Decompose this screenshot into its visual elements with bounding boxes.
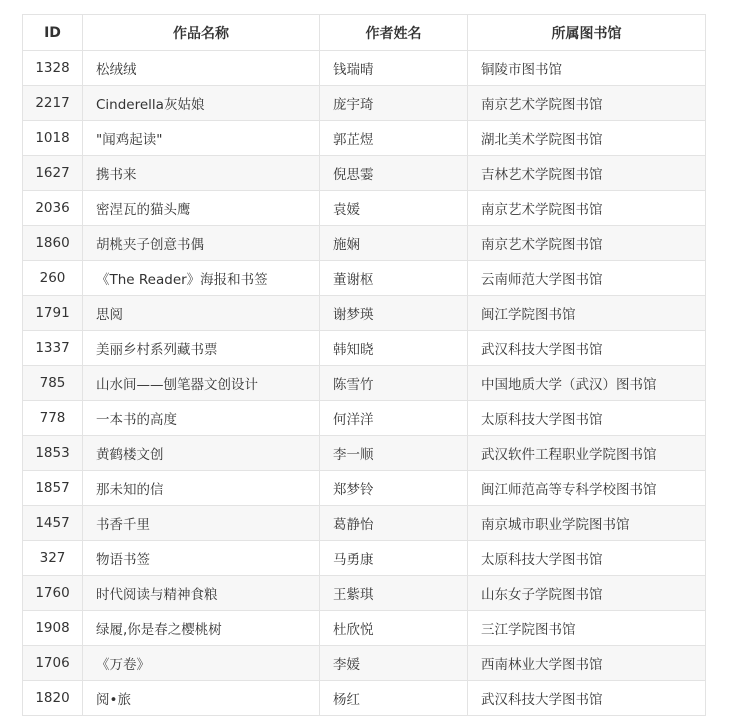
table-row <box>23 401 706 436</box>
table-row <box>23 51 706 86</box>
table-row <box>23 436 706 471</box>
cell-work-name: 携书来 <box>83 156 320 191</box>
table-row <box>23 156 706 191</box>
cell-library: 南京艺术学院图书馆 <box>468 86 706 121</box>
cell-work-name: 一本书的高度 <box>83 401 320 436</box>
cell-id: 1328 <box>23 51 83 86</box>
cell-author-name: 施娴 <box>320 226 468 261</box>
cell-work-name: 松绒绒 <box>83 51 320 86</box>
table-row <box>23 296 706 331</box>
header-author-name: 作者姓名 <box>320 15 468 51</box>
cell-author-name: 马勇康 <box>320 541 468 576</box>
table-row <box>23 366 706 401</box>
cell-library: 武汉软件工程职业学院图书馆 <box>468 436 706 471</box>
cell-author-name: 王紫琪 <box>320 576 468 611</box>
cell-work-name: 胡桃夹子创意书偶 <box>83 226 320 261</box>
header-row <box>23 15 706 51</box>
cell-library: 湖北美术学院图书馆 <box>468 121 706 156</box>
cell-work-name: "闻鸡起读" <box>83 121 320 156</box>
cell-work-name: 密涅瓦的猫头鹰 <box>83 191 320 226</box>
cell-id: 260 <box>23 261 83 296</box>
cell-author-name: 谢梦瑛 <box>320 296 468 331</box>
cell-id: 778 <box>23 401 83 436</box>
cell-library: 西南林业大学图书馆 <box>468 646 706 681</box>
table-row <box>23 191 706 226</box>
cell-work-name: 黄鹤楼文创 <box>83 436 320 471</box>
table-row <box>23 86 706 121</box>
cell-id: 1908 <box>23 611 83 646</box>
table-row <box>23 506 706 541</box>
cell-library: 南京艺术学院图书馆 <box>468 226 706 261</box>
cell-author-name: 倪思霎 <box>320 156 468 191</box>
cell-id: 1627 <box>23 156 83 191</box>
cell-work-name: 时代阅读与精神食粮 <box>83 576 320 611</box>
cell-library: 吉林艺术学院图书馆 <box>468 156 706 191</box>
works-table-container <box>22 14 705 716</box>
cell-id: 2036 <box>23 191 83 226</box>
cell-author-name: 李一顺 <box>320 436 468 471</box>
cell-id: 1853 <box>23 436 83 471</box>
table-row <box>23 261 706 296</box>
header-library: 所属图书馆 <box>468 15 706 51</box>
table-row <box>23 541 706 576</box>
cell-work-name: 《The Reader》海报和书签 <box>83 261 320 296</box>
table-row <box>23 471 706 506</box>
cell-author-name: 庞宇琦 <box>320 86 468 121</box>
table-row <box>23 226 706 261</box>
table-row <box>23 331 706 366</box>
cell-work-name: 美丽乡村系列藏书票 <box>83 331 320 366</box>
cell-author-name: 李媛 <box>320 646 468 681</box>
cell-author-name: 杨红 <box>320 681 468 716</box>
cell-id: 1791 <box>23 296 83 331</box>
cell-author-name: 袁媛 <box>320 191 468 226</box>
table-row <box>23 646 706 681</box>
table-header <box>23 15 706 51</box>
cell-id: 1706 <box>23 646 83 681</box>
cell-work-name: 思阅 <box>83 296 320 331</box>
cell-work-name: 《万卷》 <box>83 646 320 681</box>
cell-library: 铜陵市图书馆 <box>468 51 706 86</box>
cell-work-name: 那未知的信 <box>83 471 320 506</box>
cell-id: 1018 <box>23 121 83 156</box>
table-row <box>23 576 706 611</box>
cell-library: 南京城市职业学院图书馆 <box>468 506 706 541</box>
cell-author-name: 钱瑞晴 <box>320 51 468 86</box>
table-row <box>23 121 706 156</box>
cell-work-name: 书香千里 <box>83 506 320 541</box>
works-table <box>22 14 706 716</box>
cell-work-name: Cinderella灰姑娘 <box>83 86 320 121</box>
table-row <box>23 611 706 646</box>
cell-author-name: 郑梦铃 <box>320 471 468 506</box>
cell-author-name: 陈雪竹 <box>320 366 468 401</box>
cell-id: 1457 <box>23 506 83 541</box>
cell-library: 太原科技大学图书馆 <box>468 401 706 436</box>
cell-library: 闽江师范高等专科学校图书馆 <box>468 471 706 506</box>
cell-work-name: 绿履,你是春之樱桃树 <box>83 611 320 646</box>
cell-id: 1760 <box>23 576 83 611</box>
cell-library: 武汉科技大学图书馆 <box>468 681 706 716</box>
header-id: ID <box>23 15 83 51</box>
table-row <box>23 681 706 716</box>
cell-author-name: 郭芷煜 <box>320 121 468 156</box>
cell-work-name: 阅•旅 <box>83 681 320 716</box>
cell-library: 太原科技大学图书馆 <box>468 541 706 576</box>
cell-id: 1857 <box>23 471 83 506</box>
cell-library: 云南师范大学图书馆 <box>468 261 706 296</box>
cell-id: 327 <box>23 541 83 576</box>
cell-library: 南京艺术学院图书馆 <box>468 191 706 226</box>
cell-id: 1860 <box>23 226 83 261</box>
cell-author-name: 葛静怡 <box>320 506 468 541</box>
cell-author-name: 杜欣悦 <box>320 611 468 646</box>
header-work-name: 作品名称 <box>83 15 320 51</box>
cell-id: 785 <box>23 366 83 401</box>
cell-id: 1337 <box>23 331 83 366</box>
cell-author-name: 韩知晓 <box>320 331 468 366</box>
cell-author-name: 何洋洋 <box>320 401 468 436</box>
cell-library: 三江学院图书馆 <box>468 611 706 646</box>
cell-author-name: 董谢枢 <box>320 261 468 296</box>
cell-library: 闽江学院图书馆 <box>468 296 706 331</box>
cell-library: 中国地质大学（武汉）图书馆 <box>468 366 706 401</box>
table-body <box>23 51 706 716</box>
cell-id: 1820 <box>23 681 83 716</box>
cell-id: 2217 <box>23 86 83 121</box>
cell-library: 山东女子学院图书馆 <box>468 576 706 611</box>
cell-work-name: 山水间——刨笔器文创设计 <box>83 366 320 401</box>
cell-library: 武汉科技大学图书馆 <box>468 331 706 366</box>
cell-work-name: 物语书签 <box>83 541 320 576</box>
